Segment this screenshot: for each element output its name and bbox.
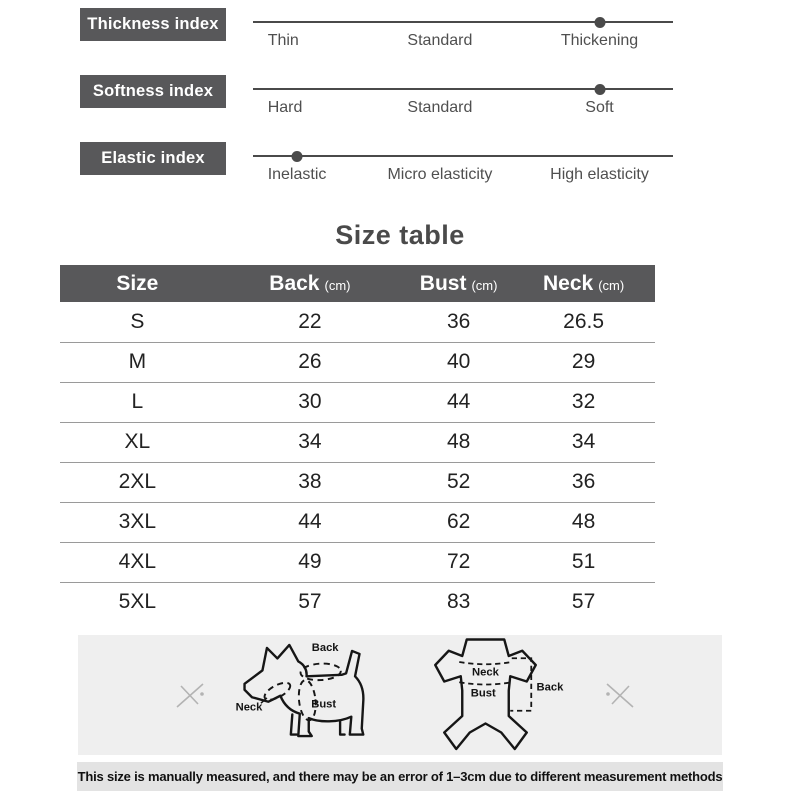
size-table <box>60 265 655 622</box>
size-cell: 2XL <box>60 462 215 502</box>
size-table-title: Size table <box>335 219 465 250</box>
value-cell: 32 <box>512 382 655 422</box>
dog-bust-label: Bust <box>311 698 337 711</box>
garment-neck-measure-line <box>459 662 512 664</box>
col-header-bust: Bust (cm) <box>405 265 512 302</box>
right-arrow-icon <box>601 677 637 713</box>
dog-measurement-diagram <box>228 639 388 751</box>
value-cell: 26.5 <box>512 302 655 342</box>
table-row <box>60 462 655 502</box>
table-row <box>60 422 655 462</box>
index-row-softness <box>0 75 800 130</box>
level-label: Standard <box>407 32 473 49</box>
thickness-slider-dot <box>594 17 605 28</box>
level-label: Standard <box>407 99 473 116</box>
size-cell: XL <box>60 422 215 462</box>
value-cell: 22 <box>215 302 405 342</box>
table-row <box>60 542 655 582</box>
slider-track <box>253 155 673 157</box>
thickness-slider <box>253 8 673 63</box>
thickness-index-label: Thickness index <box>80 8 226 41</box>
value-cell: 29 <box>512 342 655 382</box>
dog-neck-measure-line <box>262 679 293 703</box>
size-cell: S <box>60 302 215 342</box>
value-cell: 57 <box>298 590 322 614</box>
col-header-size: Size <box>60 265 215 302</box>
value-cell: 44 <box>405 382 512 422</box>
value-cell: 36 <box>405 302 512 342</box>
dog-back-label: Back <box>311 641 339 654</box>
col-header-back: Back (cm) <box>215 265 405 302</box>
size-cell: 4XL <box>60 542 215 582</box>
value-cell: 30 <box>215 382 405 422</box>
size-cell: M <box>60 342 215 382</box>
level-label: Micro elasticity <box>387 166 493 183</box>
value-cell: 52 <box>405 462 512 502</box>
table-row <box>60 502 655 542</box>
disclaimer-text: This size is manually measured, and there may be an error of 1–3cm due to different measurement methods <box>77 769 723 784</box>
disclaimer-bar <box>77 762 723 791</box>
level-label: Thin <box>267 32 299 49</box>
index-row-thickness <box>0 8 800 63</box>
dog-neck-label: Neck <box>235 701 263 714</box>
garment-bust-measure-line <box>459 682 512 684</box>
elastic-slider-dot <box>291 151 302 162</box>
softness-slider <box>253 75 673 130</box>
value-cell: 36 <box>512 462 655 502</box>
value-cell: 40 <box>405 342 512 382</box>
level-label: Hard <box>267 99 303 116</box>
table-row <box>60 582 655 622</box>
index-row-elastic <box>0 142 800 197</box>
value-cell: 51 <box>512 542 655 582</box>
level-label: Soft <box>585 99 614 116</box>
table-row <box>60 382 655 422</box>
slider-track <box>253 21 673 23</box>
slider-track <box>253 88 673 90</box>
level-label: Inelastic <box>267 166 327 183</box>
level-label: High elasticity <box>550 166 649 183</box>
index-section <box>0 0 800 197</box>
value-cell: 83 <box>446 590 471 614</box>
value-cell: 34 <box>512 422 655 462</box>
value-cell: 62 <box>405 502 512 542</box>
elastic-index-label: Elastic index <box>80 142 226 175</box>
value-cell: 48 <box>405 422 512 462</box>
table-header-row <box>60 265 655 302</box>
measurement-diagram-panel <box>78 635 722 755</box>
garment-back-label: Back <box>536 681 564 694</box>
table-row <box>60 302 655 342</box>
elastic-slider <box>253 142 673 197</box>
garment-measurement-diagram <box>414 635 572 755</box>
softness-index-label: Softness index <box>80 75 226 108</box>
value-cell: 38 <box>215 462 405 502</box>
value-cell: 57 <box>571 590 596 614</box>
value-cell: 49 <box>215 542 405 582</box>
value-cell: 72 <box>405 542 512 582</box>
left-arrow-icon <box>173 677 209 713</box>
value-cell: 48 <box>512 502 655 542</box>
value-cell: 44 <box>215 502 405 542</box>
size-cell: 5XL <box>118 590 157 614</box>
value-cell: 34 <box>215 422 405 462</box>
garment-bust-label: Bust <box>470 687 496 700</box>
table-row <box>60 342 655 382</box>
size-cell: L <box>60 382 215 422</box>
col-header-neck: Neck (cm) <box>512 265 655 302</box>
level-label: Thickening <box>560 32 639 49</box>
garment-back-measure-line <box>510 658 531 711</box>
softness-slider-dot <box>594 84 605 95</box>
value-cell: 26 <box>215 342 405 382</box>
garment-neck-label: Neck <box>472 666 499 679</box>
size-cell: 3XL <box>60 502 215 542</box>
